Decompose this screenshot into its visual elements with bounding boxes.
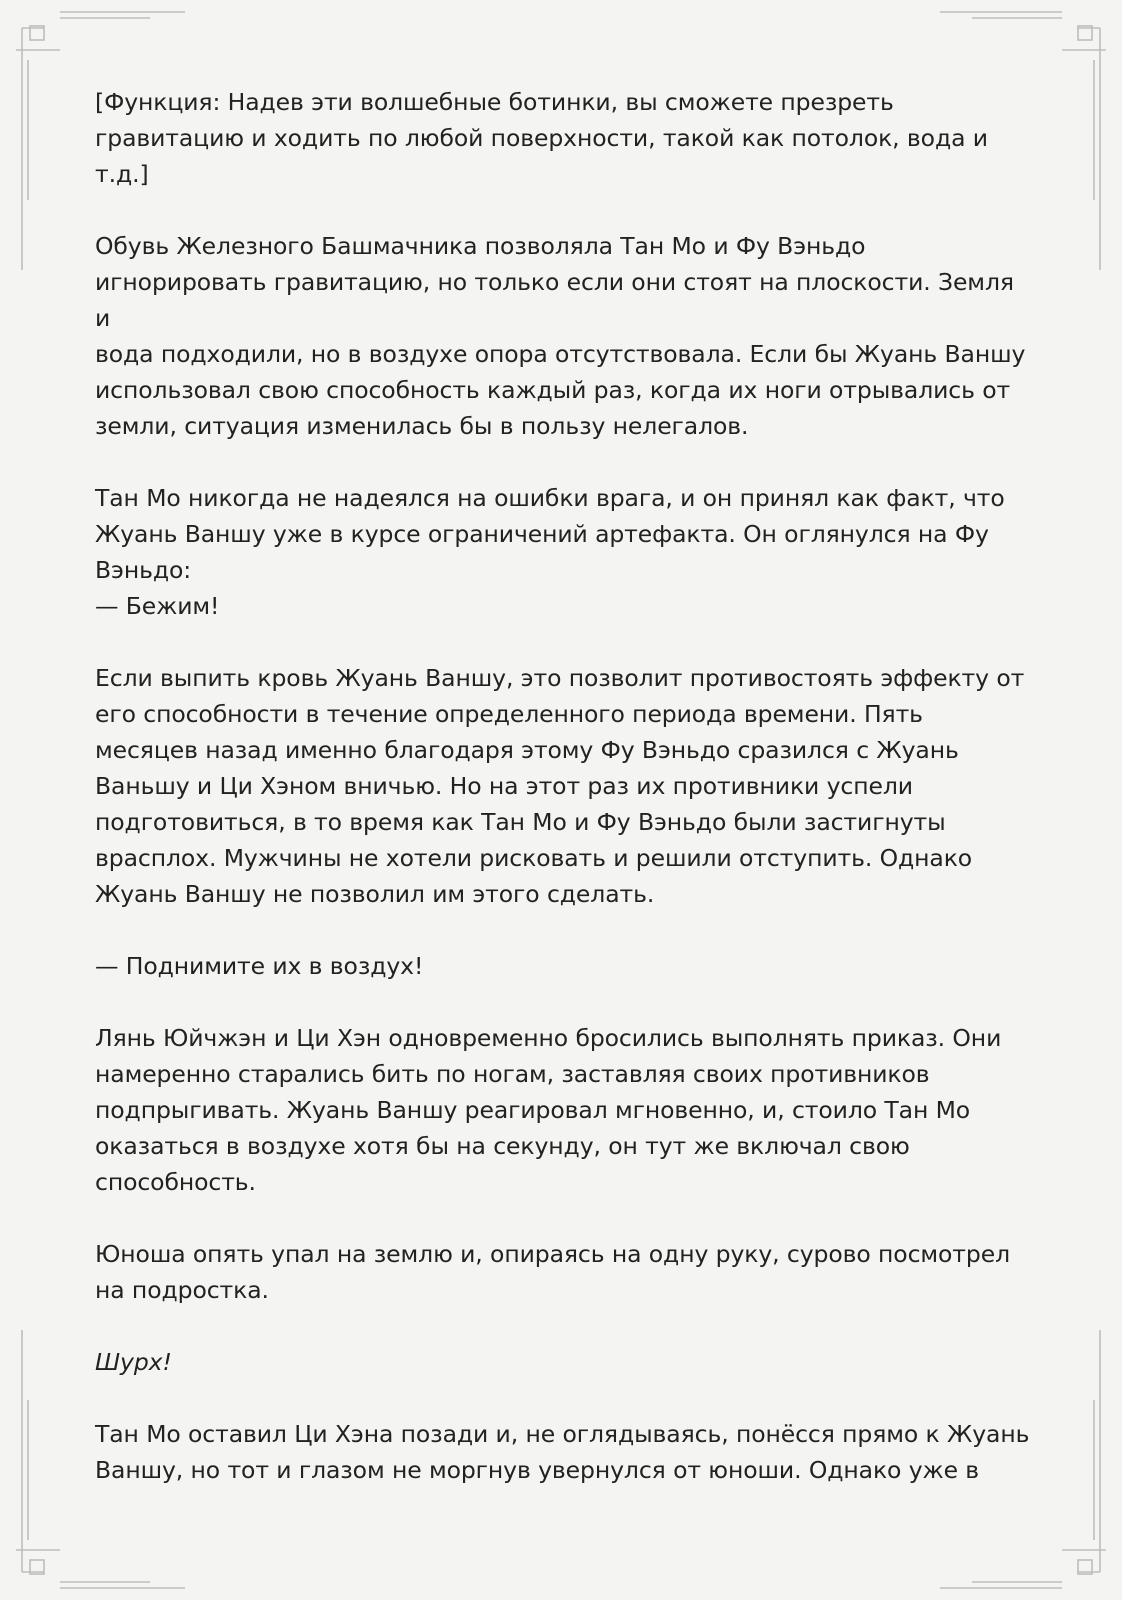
paragraph-dialogue: — Поднимите их в воздух!	[95, 952, 424, 980]
paragraph: Тан Мо никогда не надеялся на ошибки врага, и он принял как факт, что Жуань Ваншу уже в курсе ограничений артефакта. Он оглянулся на Фу Вэньдо: — Бежим!	[95, 484, 1005, 620]
paragraph: Обувь Железного Башмачника позволяла Тан Мо и Фу Вэньдо игнорировать гравитацию, но только если они стоят на плоскости. Земля и вода подходили, но в воздухе опора отсутствовала. Если бы Жуань Ваншу использовал свою способность каждый раз, когда их ноги отрывались от земли, ситуация изменилась бы в пользу нелегалов.	[95, 232, 1026, 440]
paragraph: Тан Мо оставил Ци Хэна позади и, не оглядываясь, понёсся прямо к Жуань Ваншу, но тот и глазом не моргнув увернулся от юноши. Однако уже в	[95, 1420, 1030, 1484]
chapter-text	[95, 84, 1035, 1524]
paragraph: Юноша опять упал на землю и, опираясь на одну руку, сурово посмотрел на подростка.	[95, 1240, 1010, 1304]
paragraph: Если выпить кровь Жуань Ваншу, это позволит противостоять эффекту от его способности в течение определенного периода времени. Пять месяцев назад именно благодаря этому Фу Вэньдо сразился с Жуань Ваньшу и Ци Хэном вничью. Но на этот раз их противники успели подготовиться, в то время как Тан Мо и Фу Вэньдо были застигнуты врасплох. Мужчины не хотели рисковать и решили отступить. Однако Жуань Ваншу не позволил им этого сделать.	[95, 664, 1025, 908]
paragraph-sound-effect: Шурх!	[95, 1348, 172, 1376]
paragraph-function-note: [Функция: Надев эти волшебные ботинки, вы сможете презреть гравитацию и ходить по любой поверхности, такой как потолок, вода и т.д.]	[95, 88, 988, 188]
paragraph: Лянь Юйчжэн и Ци Хэн одновременно бросились выполнять приказ. Они намеренно старались бить по ногам, заставляя своих противников подпрыгивать. Жуань Ваншу реагировал мгновенно, и, стоило Тан Мо оказаться в воздухе хотя бы на секунду, он тут же включал свою способность.	[95, 1024, 1002, 1196]
